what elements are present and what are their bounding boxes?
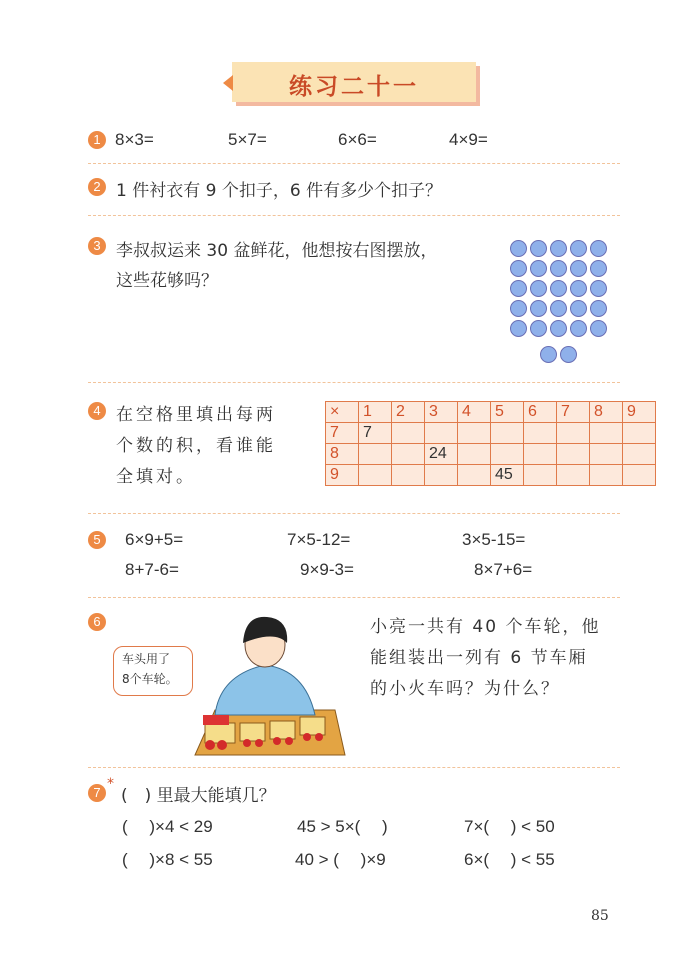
header-cell: 8 [590, 402, 623, 423]
equation: 8×7+6= [474, 560, 533, 579]
flower-pot-dot [550, 260, 567, 277]
flower-pot-dot [510, 320, 527, 337]
equation: 9×9-3= [300, 560, 354, 579]
product-cell[interactable] [491, 423, 524, 444]
flower-pot-dot [570, 320, 587, 337]
product-cell: 7 [359, 423, 392, 444]
flower-pot-dot [560, 346, 577, 363]
flower-pot-dot [510, 260, 527, 277]
flower-pot-dot [510, 280, 527, 297]
flower-pot-dot [510, 240, 527, 257]
product-cell: 45 [491, 465, 524, 486]
equation: 5×7= [228, 130, 267, 149]
header-cell: 7 [326, 423, 359, 444]
question-text: 李叔叔运来 30 盆鲜花，他想按右图摆放， [116, 241, 438, 261]
question-number: 3 [88, 237, 106, 255]
question-number: 1 [88, 131, 106, 149]
flower-pot-dot [550, 280, 567, 297]
flower-pot-dot [570, 300, 587, 317]
table-row [326, 465, 656, 486]
question-text: 的小火车吗？为什么？ [370, 679, 560, 699]
question-text: ( ) 里最大能填几？ [121, 786, 276, 806]
flower-pot-dot [530, 320, 547, 337]
boy-with-toy-train-illustration [175, 605, 365, 765]
question-number: 7 [88, 784, 106, 802]
divider [88, 163, 620, 164]
bubble-text: 车头用了 [122, 652, 171, 666]
flower-pot-dot [530, 300, 547, 317]
flower-pot-dot [590, 260, 607, 277]
product-cell[interactable] [557, 423, 590, 444]
flower-pot-dot [590, 280, 607, 297]
question-text: 全填对。 [116, 467, 196, 487]
flower-pot-dot [550, 320, 567, 337]
question-text: 小亮一共有 40 个车轮，他 [370, 617, 601, 637]
inequality: ( )×8 < 55 [122, 850, 213, 869]
product-cell[interactable] [425, 423, 458, 444]
product-cell[interactable] [491, 444, 524, 465]
equation: 6×9+5= [125, 530, 184, 549]
flower-pot-dot [570, 240, 587, 257]
page-title: 练习二十一 [289, 73, 419, 100]
inequality: ( )×4 < 29 [122, 817, 213, 836]
inequality: 6×( ) < 55 [464, 850, 555, 869]
header-cell: × [326, 402, 359, 423]
product-cell[interactable] [590, 465, 623, 486]
product-cell[interactable] [458, 444, 491, 465]
question-text: 在空格里填出每两 [116, 405, 276, 425]
product-cell[interactable] [623, 444, 656, 465]
table-row [326, 402, 656, 423]
question-number: 6 [88, 613, 106, 631]
equation: 4×9= [449, 130, 488, 149]
header-cell: 7 [557, 402, 590, 423]
flower-pot-dot [590, 320, 607, 337]
product-cell[interactable] [524, 423, 557, 444]
product-cell[interactable] [524, 465, 557, 486]
flower-pot-dot [510, 300, 527, 317]
product-cell[interactable] [458, 465, 491, 486]
header-cell: 2 [392, 402, 425, 423]
question-text: 1 件衬衣有 9 个扣子，6 件有多少个扣子？ [116, 181, 443, 201]
product-cell[interactable] [557, 444, 590, 465]
header-cell: 9 [623, 402, 656, 423]
product-cell[interactable] [557, 465, 590, 486]
question-number: 5 [88, 531, 106, 549]
product-cell[interactable] [425, 465, 458, 486]
bubble-text: 8个车轮。 [122, 672, 178, 686]
exercise-title-banner [232, 62, 476, 102]
flower-pot-dot [550, 240, 567, 257]
flower-pot-dot [570, 280, 587, 297]
divider [88, 597, 620, 598]
multiplication-table [325, 401, 656, 486]
header-cell: 1 [359, 402, 392, 423]
flower-pot-dot [530, 280, 547, 297]
inequality: 7×( ) < 50 [464, 817, 555, 836]
flower-pot-dot [590, 240, 607, 257]
product-cell[interactable] [590, 423, 623, 444]
header-cell: 5 [491, 402, 524, 423]
question-number: 4 [88, 402, 106, 420]
page-number: 85 [591, 908, 609, 924]
product-cell[interactable] [590, 444, 623, 465]
divider [88, 767, 620, 768]
header-cell: 3 [425, 402, 458, 423]
divider [88, 513, 620, 514]
product-cell[interactable] [458, 423, 491, 444]
flower-pot-dot [550, 300, 567, 317]
equation: 8+7-6= [125, 560, 179, 579]
flower-pot-dot [540, 346, 557, 363]
question-text: 个数的积，看谁能 [116, 436, 276, 456]
product-cell[interactable] [392, 444, 425, 465]
inequality: 40 > ( )×9 [295, 850, 386, 869]
question-number: 2 [88, 178, 106, 196]
inequality: 45 > 5×( ) [297, 817, 388, 836]
product-cell[interactable] [623, 423, 656, 444]
equation: 6×6= [338, 130, 377, 149]
product-cell[interactable] [392, 423, 425, 444]
table-row [326, 444, 656, 465]
product-cell[interactable] [392, 465, 425, 486]
question-text: 能组装出一列有 6 节车厢 [370, 648, 588, 668]
product-cell[interactable] [359, 444, 392, 465]
flower-pot-dot [570, 260, 587, 277]
equation: 7×5-12= [287, 530, 351, 549]
header-cell: 8 [326, 444, 359, 465]
flower-pot-dot [530, 240, 547, 257]
flower-pot-dot [590, 300, 607, 317]
question-text: 这些花够吗？ [116, 271, 218, 291]
divider [88, 382, 620, 383]
product-cell[interactable] [623, 465, 656, 486]
divider [88, 215, 620, 216]
header-cell: 4 [458, 402, 491, 423]
product-cell: 24 [425, 444, 458, 465]
flower-pot-dot [530, 260, 547, 277]
header-cell: 9 [326, 465, 359, 486]
product-cell[interactable] [359, 465, 392, 486]
product-cell[interactable] [524, 444, 557, 465]
equation: 8×3= [115, 130, 154, 149]
header-cell: 6 [524, 402, 557, 423]
equation: 3×5-15= [462, 530, 526, 549]
challenge-star-mark: * [107, 776, 114, 792]
table-row [326, 423, 656, 444]
